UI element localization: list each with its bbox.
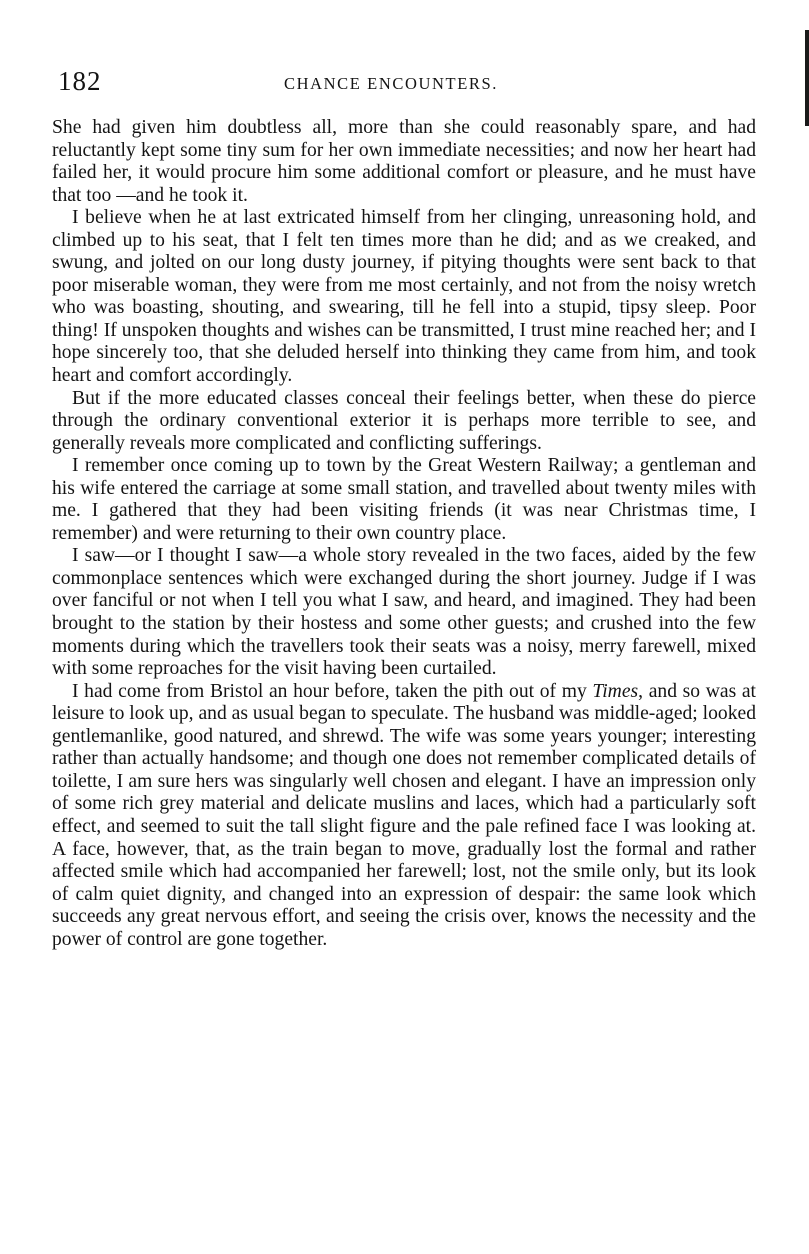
page-edge-rule <box>805 30 809 126</box>
paragraph-6 <box>52 681 756 952</box>
paragraph-3: But if the more educated classes conceal their feelings better, when these do pierce through the ordinary conventional exterior it is perhaps more terrible to see, and generally reveals more complicated and conflicting sufferings. <box>52 387 756 454</box>
paragraph-6-start: I had come from Bristol an hour before, taken the pith out of my <box>72 680 593 702</box>
paragraph-6-end: , and so was at leisure to look up, and as usual began to speculate. The husband was middle-aged; looked gentlemanlike, good natured, and shrewd. The wife was some years younger; interesting rather than actually handsome; and though one does not remember complicated details of toilette, I am sure hers was singularly well chosen and elegant. I have an impression only of some rich grey material and delicate muslins and laces, which had a particularly soft effect, and seemed to suit the tall slight figure and the pale refined face I was looking at. A face, however, that, as the train began to move, gradually lost the formal and rather affected smile which had accompanied her farewell; lost, not the smile only, but its look of calm quiet dignity, and changed into an expression of despair: the same look which succeeds any great nervous effort, and seeing the crisis over, knows the necessity and the power of control are gone together. <box>52 680 756 950</box>
paragraph-5: I saw—or I thought I saw—a whole story revealed in the two faces, aided by the few commonplace sentences which were exchanged during the short journey. Judge if I was over fanciful or not when I tell you what I saw, and heard, and imagined. They had been brought to the station by their hostess and some other guests; and crushed into the few moments during which the travellers took their seats was a noisy, merry farewell, mixed with some reproaches for the visit having been curtailed. <box>52 545 756 680</box>
running-title: CHANCE ENCOUNTERS. <box>284 74 498 93</box>
book-page <box>52 66 756 951</box>
times-title: Times <box>592 680 639 702</box>
paragraph-2: I believe when he at last extricated himself from her clinging, unreasoning hold, and climbed up to his seat, that I felt ten times more than he did; and as we creaked, and swung, and jolted on our long dusty journey, if pitying thoughts were sent back to that poor miserable woman, they were from me most certainly, and not from the noisy wretch who was boasting, shouting, and swearing, till he fell into a stupid, tipsy sleep. Poor thing! If unspoken thoughts and wishes can be transmitted, I trust mine reached her; and I hope sincerely too, that she deluded herself into thinking they came from him, and took heart and comfort accordingly. <box>52 207 756 387</box>
paragraph-4: I remember once coming up to town by the Great Western Railway; a gentleman and his wife entered the carriage at some small station, and travelled about twenty miles with me. I gathered that they had been visiting friends (it was near Christmas time, I remember) and were returning to their own country place. <box>52 455 756 544</box>
body-text <box>52 117 756 951</box>
paragraph-1: She had given him doubtless all, more than she could reasonably spare, and had reluctantly kept some tiny sum for her own immediate necessities; and now her heart had failed her, it would procure him some additional comfort or pleasure, and he must have that too —and he took it. <box>52 117 756 206</box>
running-head <box>52 66 756 96</box>
page-number: 182 <box>58 66 102 96</box>
